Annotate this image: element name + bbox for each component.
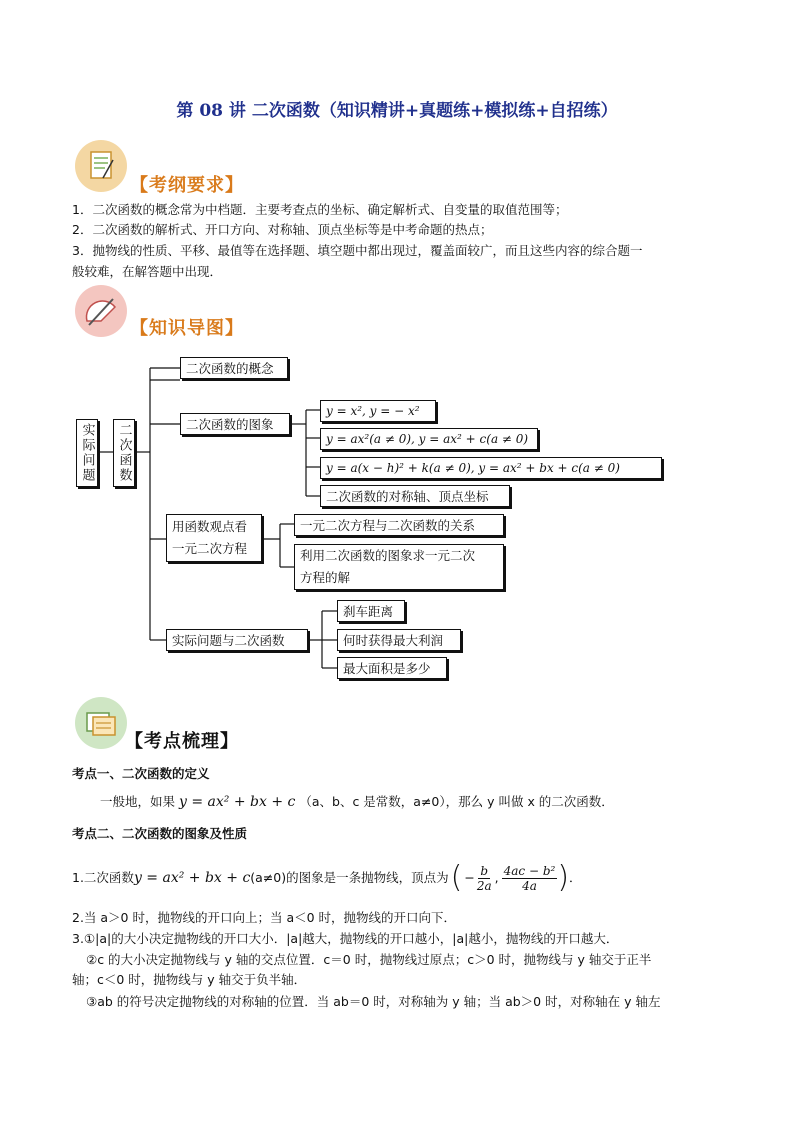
mindmap-root	[76, 419, 98, 487]
point-1-pre: 一般地，如果	[100, 794, 176, 809]
vertex-x-numerator: b	[480, 863, 489, 878]
point-1-formula: y = ax² + bx + c	[179, 794, 296, 810]
point-2-line-6: ③ab 的符号决定抛物线的对称轴的位置．当 ab＝0 时，对称轴为 y 轴；当 ab＞0 时，对称轴在 y 轴左	[86, 994, 661, 1009]
mindmap-main-text: 二次函数	[116, 423, 132, 483]
vertex-minus: −	[464, 870, 475, 885]
syllabus-line-4: 般较难，在解答题中出现．	[72, 264, 223, 279]
page-title: 第 08 讲 二次函数（知识精讲+真题练+模拟练+自招练）	[176, 101, 618, 121]
point-2-line-1-formula: y = ax² + bx + c	[133, 870, 251, 886]
syllabus-line-2: 2．二次函数的解析式、开口方向、对称轴、顶点坐标等是中考命题的热点；	[72, 222, 493, 237]
point-1-heading: 考点一、二次函数的定义	[72, 766, 210, 781]
mindmap-applied-item-1: 刹车距离	[337, 600, 405, 622]
mindmap-branch-equation	[166, 514, 262, 562]
point-1-post: （a、b、c 是常数，a≠0），那么 y 叫做 x 的二次函数．	[299, 794, 614, 809]
mindmap-branch-equation-line1: 用函数观点看	[172, 519, 248, 534]
vertex-y-denominator: 4a	[522, 878, 537, 893]
vertex-y-fraction	[502, 864, 558, 893]
vertex-open-paren: (	[450, 860, 463, 895]
point-2-line-5: 轴；c＜0 时，抛物线与 y 轴交于负半轴．	[72, 972, 307, 987]
mindmap-equation-item-1: 一元二次方程与二次函数的关系	[294, 514, 504, 536]
mindmap-root-text: 实际问题	[79, 423, 95, 483]
point-2-line-1-pre: 1.二次函数	[72, 870, 134, 885]
mindmap-graph-item-1: y = x², y = − x²	[320, 400, 436, 422]
syllabus-line-3: 3．抛物线的性质、平移、最值等在选择题、填空题中都出现过，覆盖面较广，而且这些内容的综合题一	[72, 243, 643, 258]
mindmap-equation-item-2-line2: 方程的解	[300, 570, 351, 585]
vertex-period: ．	[569, 870, 582, 885]
section-mindmap-title: 【知识导图】	[130, 318, 244, 339]
point-2-line-4: ②c 的大小决定抛物线与 y 轴的交点位置．c＝0 时，抛物线过原点；c＞0 时，抛物线与 y 轴交于正半	[86, 952, 652, 967]
mindmap-graph-item-4: 二次函数的对称轴、顶点坐标	[320, 485, 510, 507]
mindmap-applied-item-2: 何时获得最大利润	[337, 629, 461, 651]
mindmap-equation-item-2-line1: 利用二次函数的图象求一元二次	[300, 548, 476, 563]
section-points-title: 【考点梳理】	[125, 731, 239, 752]
mindmap-branch-graph: 二次函数的图象	[180, 413, 290, 435]
point-2-line-2: 2.当 a＞0 时，抛物线的开口向上；当 a＜0 时，抛物线的开口向下．	[72, 910, 457, 925]
mindmap-branch-equation-line2: 一元二次方程	[172, 541, 248, 556]
mindmap-graph-item-2: y = ax²(a ≠ 0), y = ax² + c(a ≠ 0)	[320, 428, 538, 450]
vertex-y-numerator: 4ac − b²	[503, 863, 556, 878]
mindmap-main	[113, 419, 135, 487]
mindmap-applied-item-3: 最大面积是多少	[337, 657, 447, 679]
point-2-heading: 考点二、二次函数的图象及性质	[72, 826, 248, 841]
vertex-comma: ,	[494, 870, 499, 885]
syllabus-line-1: 1．二次函数的概念常为中档题．主要考查点的坐标、确定解析式、自变量的取值范围等；	[72, 202, 568, 217]
mindmap-branch-applied: 实际问题与二次函数	[166, 629, 308, 651]
point-2-line-1	[72, 858, 582, 898]
vertex-x-denominator: 2a	[476, 878, 492, 893]
mindmap-branch-concept: 二次函数的概念	[180, 357, 288, 379]
mindmap-graph-item-3: y = a(x − h)² + k(a ≠ 0), y = ax² + bx + c(a ≠ 0)	[320, 457, 662, 479]
point-2-line-1-mid: (a≠0)的图象是一条抛物线，顶点为	[250, 870, 449, 885]
vertex-x-fraction	[477, 864, 492, 893]
vertex-close-paren: )	[557, 860, 570, 895]
mindmap-equation-item-2	[294, 544, 504, 590]
documents-icon	[75, 697, 127, 749]
point-1-body	[100, 792, 614, 812]
section-syllabus-title: 【考纲要求】	[130, 175, 244, 196]
point-2-line-3: 3.①|a|的大小决定抛物线的开口大小．|a|越大，抛物线的开口越小，|a|越小，抛物线的开口越大．	[72, 931, 619, 946]
